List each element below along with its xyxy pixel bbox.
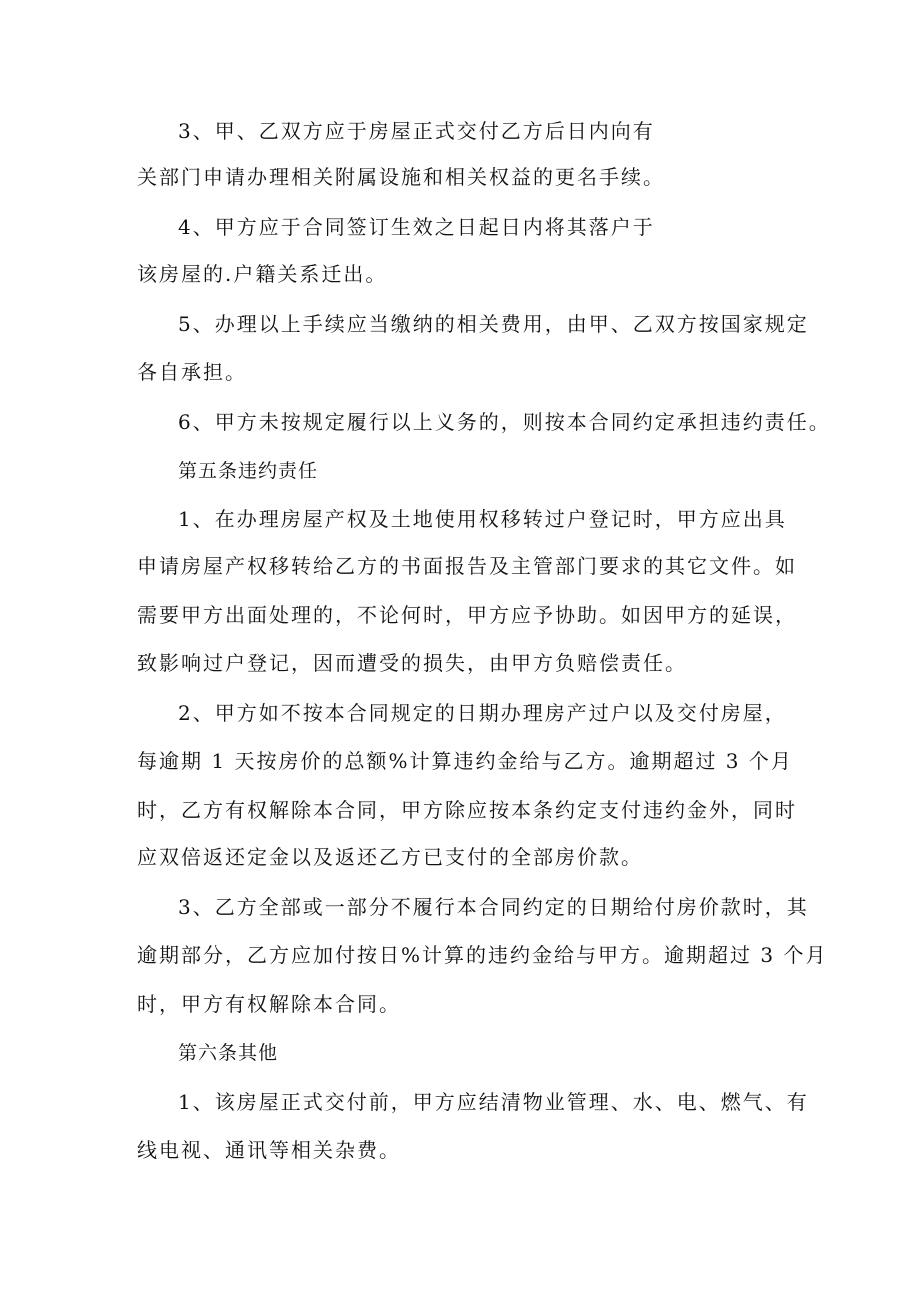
clause-4-3-line-1: 3、甲、乙双方应于房屋正式交付乙方后日内向有: [178, 119, 655, 143]
clause-5-1-line-2: 申请房屋产权移转给乙方的书面报告及主管部门要求的其它文件。如: [137, 554, 797, 578]
clause-4-4-line-1: 4、甲方应于合同签订生效之日起日内将其落户于: [178, 215, 655, 239]
clause-6-1-line-1: 1、该房屋正式交付前，甲方应结清物业管理、水、电、燃气、有: [178, 1090, 809, 1114]
clause-5-2-line-3: 时，乙方有权解除本合同，甲方除应按本条约定支付违约金外，同时: [137, 798, 797, 822]
section-5-heading: 第五条违约责任: [178, 460, 319, 482]
clause-5-2-line-4: 应双倍返还定金以及返还乙方已支付的全部房价款。: [137, 845, 643, 869]
clause-5-1-line-1: 1、在办理房屋产权及土地使用权移转过户登记时，甲方应出具: [178, 507, 787, 531]
clause-5-3-line-3: 时，甲方有权解除本合同。: [137, 992, 401, 1016]
clause-4-5-line-1: 5、办理以上手续应当缴纳的相关费用，由甲、乙双方按国家规定: [178, 312, 809, 336]
clause-5-3-line-2: 逾期部分，乙方应加付按日%计算的违约金给与甲方。逾期超过 3 个月: [137, 943, 828, 967]
clause-4-3-line-2: 关部门申请办理相关附属设施和相关权益的更名手续。: [137, 165, 665, 189]
clause-4-4-line-2: 该房屋的.户籍关系迁出。: [137, 262, 388, 286]
section-6-heading: 第六条其他: [178, 1042, 279, 1064]
clause-5-3-line-1: 3、乙方全部或一部分不履行本合同约定的日期给付房价款时，其: [178, 895, 809, 919]
clause-5-1-line-4: 致影响过户登记，因而遭受的损失，由甲方负赔偿责任。: [137, 651, 687, 675]
clause-4-5-line-2: 各自承担。: [137, 360, 247, 384]
clause-5-2-line-1: 2、甲方如不按本合同规定的日期办理房产过户以及交付房屋，: [178, 701, 787, 725]
clause-5-2-line-2: 每逾期 1 天按房价的总额%计算违约金给与乙方。逾期超过 3 个月: [137, 749, 793, 773]
clause-4-6-line-1: 6、甲方未按规定履行以上义务的，则按本合同约定承担违约责任。: [178, 410, 831, 434]
clause-5-1-line-3: 需要甲方出面处理的，不论何时，甲方应予协助。如因甲方的延误，: [137, 603, 797, 627]
clause-6-1-line-2: 线电视、通讯等相关杂费。: [137, 1138, 401, 1162]
